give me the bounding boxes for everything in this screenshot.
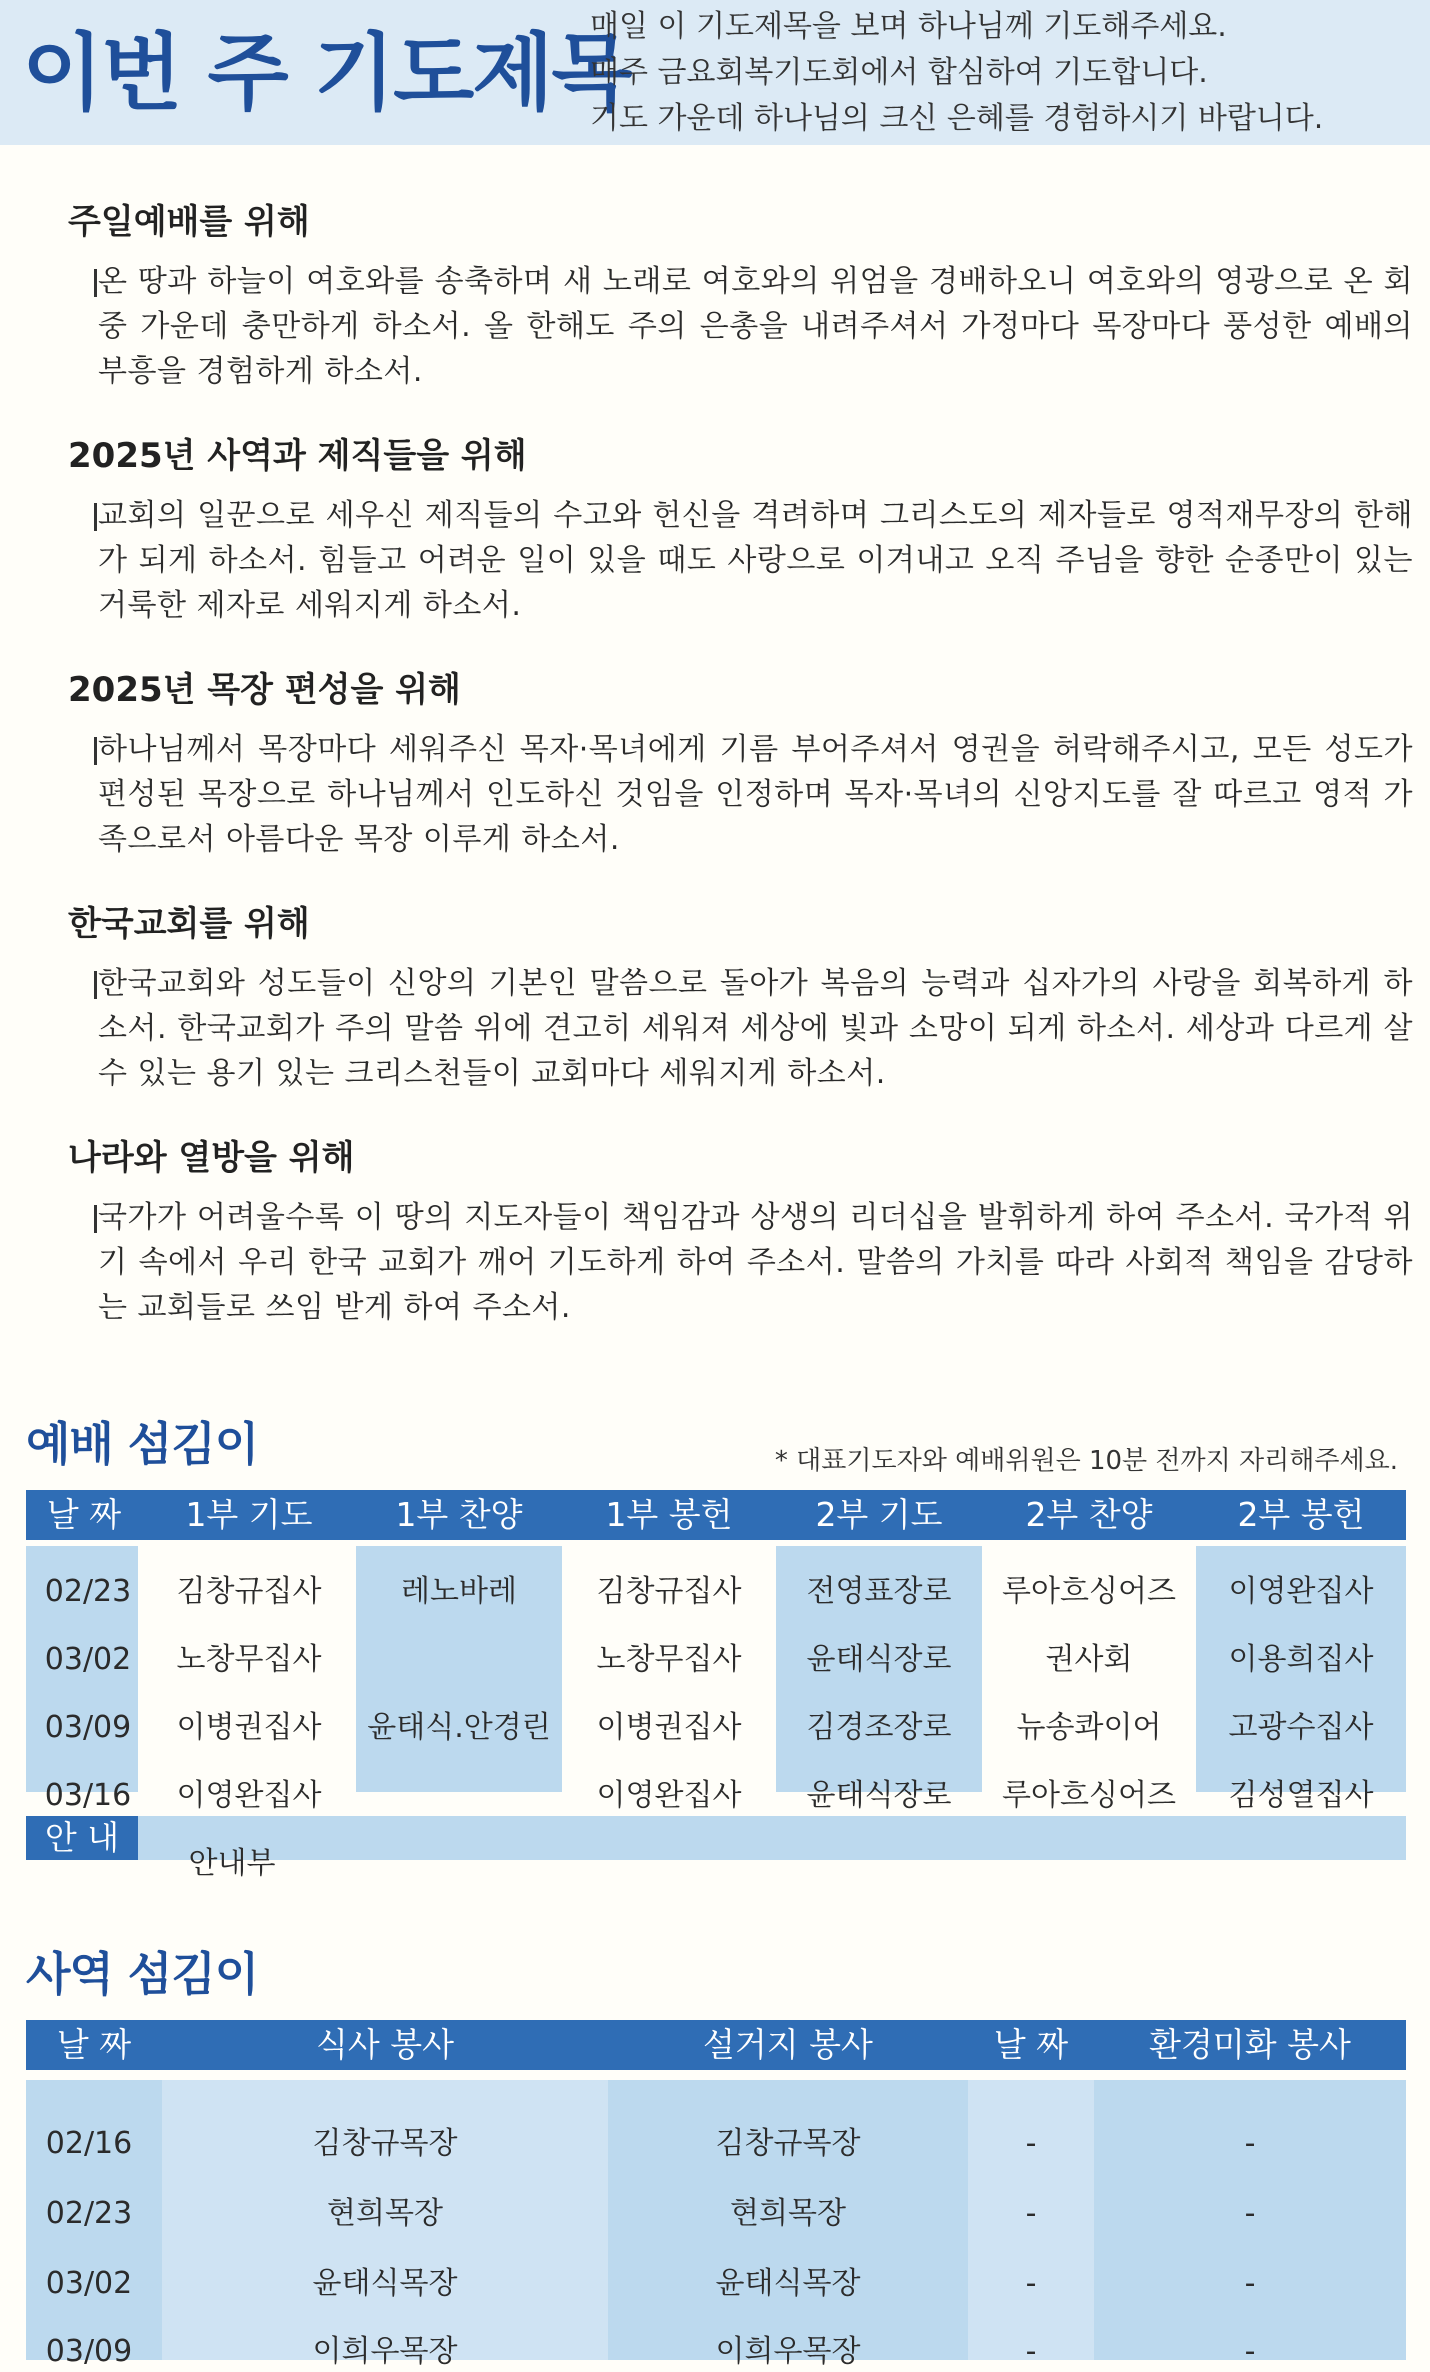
topic-title: 나라와 열방을 위해 (68, 1138, 355, 1178)
table-cell: 윤태식.안경린 (367, 1710, 551, 1745)
header-cell: 1부 찬양 (395, 1495, 523, 1534)
table-cell: 루아흐싱어즈 (1002, 1778, 1176, 1813)
worship-note: * 대표기도자와 예배위원은 10분 전까지 자리해주세요. (774, 1446, 1398, 1476)
table-cell: 김창규집사 (596, 1574, 742, 1609)
table-cell: - (1244, 2266, 1256, 2301)
table-cell: 윤태식목장 (715, 2266, 861, 2301)
table-cell: 김창규목장 (312, 2126, 458, 2161)
prayer-topic (68, 434, 1413, 628)
table-cell: 윤태식장로 (806, 1778, 952, 1813)
table-cell: 02/16 (45, 2126, 133, 2161)
topic-body (68, 493, 1413, 628)
table-cell: - (1244, 2196, 1256, 2231)
table-cell: 이영완집사 (1228, 1574, 1374, 1609)
table-cell: 03/16 (44, 1778, 132, 1813)
table-cell: 전영표장로 (806, 1574, 952, 1609)
table-cell: 02/23 (44, 1574, 132, 1609)
table-cell: 김창규집사 (176, 1574, 322, 1609)
bullet-bar (94, 971, 97, 999)
table-cell: 현희목장 (730, 2196, 846, 2231)
table-cell: - (1025, 2126, 1037, 2161)
header-description (590, 4, 1323, 142)
table-cell: 이희우목장 (715, 2334, 861, 2369)
table-cell: 윤태식장로 (806, 1642, 952, 1677)
worship-section-title: 예배 섬김이 (26, 1417, 259, 1471)
prayer-topics (68, 200, 1413, 1370)
table-cell: 현희목장 (327, 2196, 443, 2231)
table-cell: 노창무집사 (596, 1642, 742, 1677)
page-header (0, 0, 1430, 145)
table-cell: - (1244, 2126, 1256, 2161)
header-cell: 2부 찬양 (1025, 1495, 1153, 1534)
table-cell: 이영완집사 (176, 1778, 322, 1813)
table-cell: 레노바레 (401, 1574, 517, 1609)
table-cell: 고광수집사 (1228, 1710, 1374, 1745)
bullet-bar (94, 1205, 97, 1233)
topic-text: 한국교회와 성도들이 신앙의 기본인 말씀으로 돌아가 복음의 능력과 십자가의 사랑을 회복하게 하소서. 한국교회가 주의 말씀 위에 견고히 세워져 세상에 빛과 소망이 되게 하소서. 세상과 다르게 살 수 있는 용기 있는 크리스천들이 교회마다 세워지게 하소서. (98, 966, 1413, 1091)
table-cell: 02/23 (45, 2196, 133, 2231)
table-cell: 김성열집사 (1228, 1778, 1374, 1813)
topic-body (68, 727, 1413, 862)
topic-body (68, 961, 1413, 1096)
topic-title: 한국교회를 위해 (68, 904, 310, 944)
prayer-topic (68, 1136, 1413, 1330)
table-cell: 03/09 (45, 2334, 133, 2369)
topic-title: 2025년 사역과 제직들을 위해 (68, 436, 527, 476)
header-cell: 날 짜 (993, 2025, 1069, 2064)
table-cell: 이용희집사 (1228, 1642, 1374, 1677)
bullet-bar (94, 269, 97, 297)
topic-title: 2025년 목장 편성을 위해 (68, 670, 461, 710)
header-cell: 환경미화 봉사 (1149, 2025, 1351, 2064)
header-desc-line: 기도 가운데 하나님의 크신 은혜를 경험하시기 바랍니다. (590, 101, 1324, 136)
header-desc-line: 매일 이 기도제목을 보며 하나님께 기도해주세요. (590, 9, 1227, 44)
header-cell: 식사 봉사 (315, 2025, 454, 2064)
header-cell: 설거지 봉사 (703, 2025, 873, 2064)
table-cell: 윤태식목장 (312, 2266, 458, 2301)
table-cell: 03/02 (45, 2266, 133, 2301)
topic-text: 온 땅과 하늘이 여호와를 송축하며 새 노래로 여호와의 위엄을 경배하오니 여호와의 영광으로 온 회중 가운데 충만하게 하소서. 올 한해도 주의 은총을 내려주셔서 가정마다 목장마다 풍성한 예배의 부흥을 경험하게 하소서. (98, 264, 1413, 389)
table-cell: 김창규목장 (715, 2126, 861, 2161)
header-cell: 날 짜 (46, 1495, 122, 1534)
table-cell: 이희우목장 (312, 2334, 458, 2369)
header-desc-line: 매주 금요회복기도회에서 합심하여 기도합니다. (590, 55, 1208, 90)
topic-body (68, 1195, 1413, 1330)
prayer-topic (68, 668, 1413, 862)
header-cell: 1부 봉헌 (605, 1495, 733, 1534)
table-cell: 루아흐싱어즈 (1002, 1574, 1176, 1609)
table-cell: 권사회 (1045, 1642, 1133, 1677)
page-title: 이번 주 기도제목 (22, 24, 631, 122)
topic-text: 국가가 어려울수록 이 땅의 지도자들이 책임감과 상생의 리더십을 발휘하게 하여 주소서. 국가적 위기 속에서 우리 한국 교회가 깨어 기도하게 하여 주소서. 말씀의 가치를 따라 사회적 책임을 감당하는 교회들로 쓰임 받게 하여 주소서. (98, 1200, 1413, 1325)
topic-text: 교회의 일꾼으로 세우신 제직들의 수고와 헌신을 격려하며 그리스도의 제자들로 영적재무장의 한해가 되게 하소서. 힘들고 어려운 일이 있을 때도 사랑으로 이겨내고 오직 주님을 향한 순종만이 있는 거룩한 제자로 세워지게 하소서. (98, 498, 1413, 623)
header-cell: 1부 기도 (185, 1495, 313, 1534)
bullet-bar (94, 737, 97, 765)
header-cell: 날 짜 (56, 2025, 132, 2064)
table-cell: - (1244, 2334, 1256, 2369)
topic-text: 하나님께서 목장마다 세워주신 목자·목녀에게 기름 부어주셔서 영권을 허락해주시고, 모든 성도가 편성된 목장으로 하나님께서 인도하신 것임을 인정하며 목자·목녀의 신앙지도를 잘 따르고 영적 가족으로서 아름다운 목장 이루게 하소서. (98, 732, 1413, 857)
ministry-section-title: 사역 섬김이 (26, 1947, 259, 2001)
bullet-bar (94, 503, 97, 531)
table-cell: - (1025, 2266, 1037, 2301)
table-cell: 이병권집사 (176, 1710, 322, 1745)
topic-title: 주일예배를 위해 (68, 202, 310, 242)
prayer-topic (68, 200, 1413, 394)
table-cell: - (1025, 2196, 1037, 2231)
table-cell: 김경조장로 (806, 1710, 952, 1745)
table-cell: 03/09 (44, 1710, 132, 1745)
guide-value: 안내부 (188, 1846, 276, 1881)
prayer-topic (68, 902, 1413, 1096)
table-cell: - (1025, 2334, 1037, 2369)
guide-label: 안 내 (26, 1816, 138, 1860)
table-cell: 03/02 (44, 1642, 132, 1677)
table-cell: 뉴송콰이어 (1016, 1710, 1162, 1745)
ministry-table-header (26, 2020, 1406, 2070)
header-cell: 2부 봉헌 (1237, 1495, 1365, 1534)
topic-body (68, 259, 1413, 394)
table-cell: 이병권집사 (596, 1710, 742, 1745)
header-cell: 2부 기도 (815, 1495, 943, 1534)
table-cell: 노창무집사 (176, 1642, 322, 1677)
worship-table-header (26, 1490, 1406, 1540)
ministry-table (26, 2020, 1406, 2369)
table-cell: 이영완집사 (596, 1778, 742, 1813)
worship-table (26, 1490, 1406, 1881)
